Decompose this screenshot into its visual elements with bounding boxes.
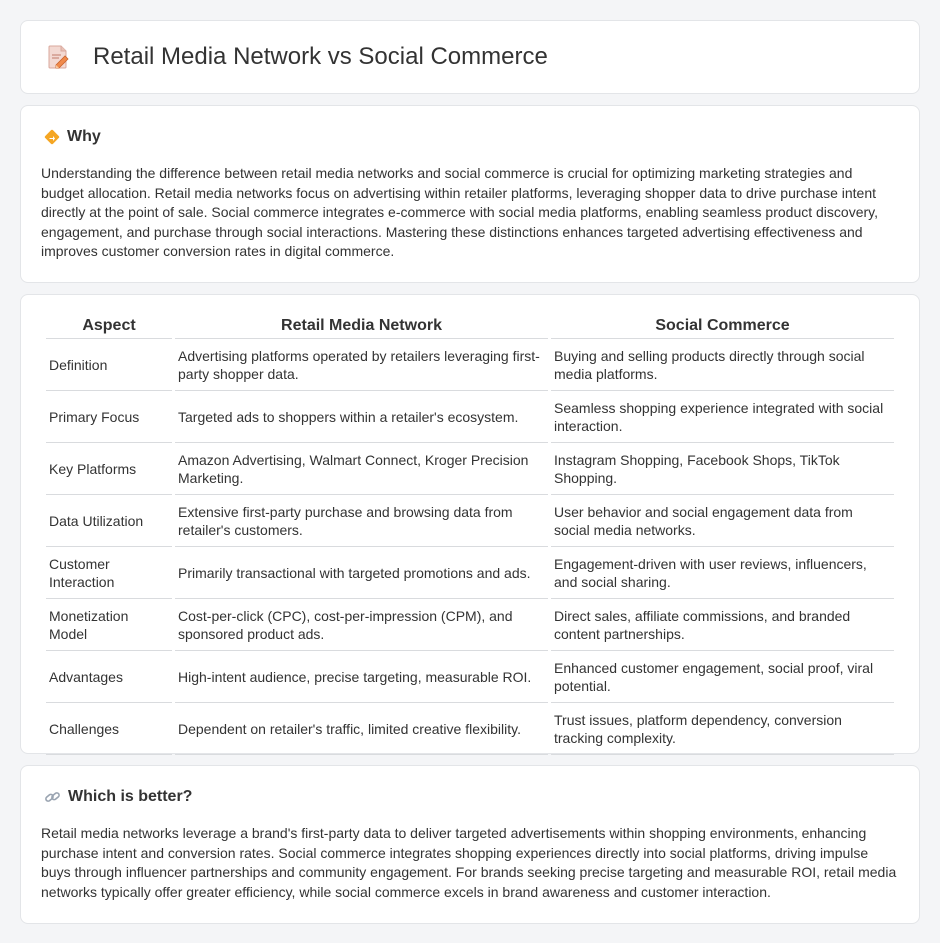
- column-header-aspect: Aspect: [46, 317, 172, 339]
- comparison-table: [43, 317, 897, 755]
- why-heading: [41, 128, 899, 146]
- comparison-table-card: [20, 294, 920, 754]
- retail-media-cell: High-intent audience, precise targeting, measurable ROI.: [175, 651, 548, 703]
- aspect-cell: Customer Interaction: [46, 547, 172, 599]
- retail-media-cell: Cost-per-click (CPC), cost-per-impression (CPM), and sponsored product ads.: [175, 599, 548, 651]
- table-row: [46, 443, 894, 495]
- which-is-better-title: Which is better?: [68, 788, 193, 805]
- why-text: Understanding the difference between retail media networks and social commerce is crucial for optimizing marketing strategies and budget allocation. Retail media networks focus on advertising within retailer platforms, leveraging shopper data to drive purchase intent directly at the point of sale. Social commerce integrates e-commerce with social media platforms, enabling seamless product discovery, engagement, and purchase through social interactions. Mastering these distinctions enhances targeted advertising effectiveness and improves customer conversion rates in digital commerce.: [41, 165, 878, 259]
- header-card: [20, 20, 920, 94]
- aspect-cell: Advantages: [46, 651, 172, 703]
- retail-media-cell: Primarily transactional with targeted promotions and ads.: [175, 547, 548, 599]
- retail-media-cell: Dependent on retailer's traffic, limited creative flexibility.: [175, 703, 548, 755]
- table-row: [46, 547, 894, 599]
- social-commerce-cell: Instagram Shopping, Facebook Shops, TikTok Shopping.: [551, 443, 894, 495]
- aspect-cell: Challenges: [46, 703, 172, 755]
- table-row: [46, 599, 894, 651]
- retail-media-cell: Amazon Advertising, Walmart Connect, Kroger Precision Marketing.: [175, 443, 548, 495]
- which-is-better-text: Retail media networks leverage a brand's first-party data to deliver targeted advertisements within shopping environments, enhancing purchase intent and conversion rates. Social commerce integrates shopping experiences directly into social platforms, driving impulse buys through influencer partnerships and community engagement. For brands seeking precise targeting and measurable ROI, retail media networks typically offer greater efficiency, while social commerce excels in brand awareness and customer interaction.: [41, 825, 897, 900]
- which-is-better-heading: [41, 788, 899, 806]
- table-row: [46, 391, 894, 443]
- column-header-social-commerce: Social Commerce: [551, 317, 894, 339]
- retail-media-cell: Extensive first-party purchase and browsing data from retailer's customers.: [175, 495, 548, 547]
- table-row: [46, 495, 894, 547]
- social-commerce-cell: Engagement-driven with user reviews, influencers, and social sharing.: [551, 547, 894, 599]
- social-commerce-cell: Enhanced customer engagement, social proof, viral potential.: [551, 651, 894, 703]
- aspect-cell: Key Platforms: [46, 443, 172, 495]
- which-is-better-section: [20, 765, 920, 924]
- column-header-retail-media-network: Retail Media Network: [175, 317, 548, 339]
- social-commerce-cell: Trust issues, platform dependency, conversion tracking complexity.: [551, 703, 894, 755]
- aspect-cell: Definition: [46, 339, 172, 391]
- document-pencil-icon: [47, 44, 71, 70]
- table-row: [46, 703, 894, 755]
- aspect-cell: Primary Focus: [46, 391, 172, 443]
- social-commerce-cell: User behavior and social engagement data from social media networks.: [551, 495, 894, 547]
- link-icon: [44, 789, 61, 805]
- why-section: [20, 105, 920, 283]
- why-title: Why: [67, 128, 101, 145]
- social-commerce-cell: Direct sales, affiliate commissions, and branded content partnerships.: [551, 599, 894, 651]
- social-commerce-cell: Buying and selling products directly through social media platforms.: [551, 339, 894, 391]
- aspect-cell: Data Utilization: [46, 495, 172, 547]
- table-row: [46, 651, 894, 703]
- table-row: [46, 339, 894, 391]
- page-title: Retail Media Network vs Social Commerce: [93, 43, 548, 70]
- diamond-direction-icon: [44, 129, 60, 145]
- aspect-cell: Monetization Model: [46, 599, 172, 651]
- social-commerce-cell: Seamless shopping experience integrated with social interaction.: [551, 391, 894, 443]
- retail-media-cell: Targeted ads to shoppers within a retailer's ecosystem.: [175, 391, 548, 443]
- retail-media-cell: Advertising platforms operated by retailers leveraging first-party shopper data.: [175, 339, 548, 391]
- table-header-row: [46, 317, 894, 339]
